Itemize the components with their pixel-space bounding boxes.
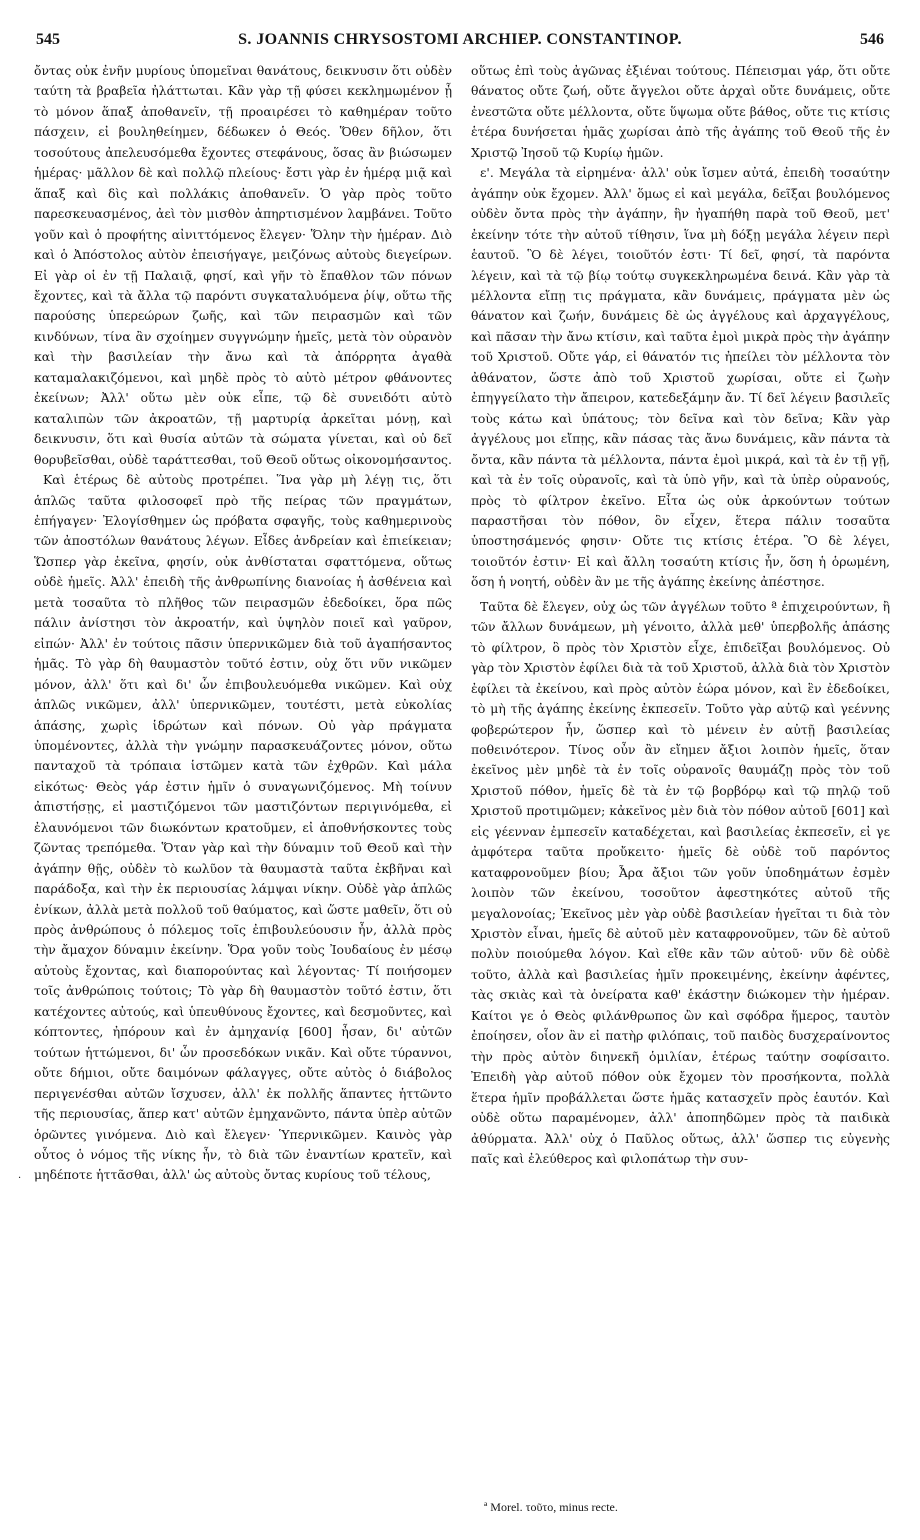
right-paragraph-1: οὕτως ἐπὶ τοὺς ἀγῶνας ἐξιέναι τούτους. Πέπεισμαι γάρ, ὅτι οὔτε θάνατος οὔτε ζωή, οὔτε ἄγγελοι οὔτε ἀρχαὶ οὔτε δυνάμεις, οὔτε ἐνεστῶτα οὔτε μέλλοντα, οὔτε ὕψωμα οὔτε βάθος, οὔτε τις κτίσις ἑτέρα δυνήσεται ἡμᾶς χωρίσαι ἀπὸ τῆς ἀγάπης τοῦ Θεοῦ τῆς ἐν Χριστῷ Ἰησοῦ τῷ Κυρίῳ ἡμῶν. (471, 63, 890, 160)
right-paragraph-3: Ταῦτα δὲ ἔλεγεν, οὐχ ὡς τῶν ἀγγέλων τοῦτο ª ἐπιχειρούντων, ἢ τῶν ἄλλων δυνάμεων, μὴ γένοιτο, ἀλλὰ μεθ' ὑπερβολῆς ἁπάσης τὸ φίλτρον, ὃ πρὸς τὸν Χριστὸν εἶχε, ἐπιδεῖξαι βουλόμενος. Οὐ γὰρ τὸν Χριστὸν ἐφίλει διὰ τὰ τοῦ Χριστοῦ, ἀλλὰ διὰ τὸν Χριστὸν ἐφίλει τὰ ἐκείνου, καὶ πρὸς αὐτὸν ἑώρα μόνον, καὶ ἓν ἐδεδοίκει, τὸ μὴ τῆς ἀγάπης ἐκείνης ἐκπεσεῖν. Τοῦτο γὰρ αὐτῷ καὶ γεέννης φοβερώτερον ἦν, ὥσπερ καὶ τὸ μένειν ἐν αὐτῇ βασιλείας ποθεινότερον. Τίνος οὖν ἂν εἴημεν ἄξιοι λοιπὸν ἡμεῖς, ὅταν ἐκεῖνος μὲν μηδὲ τὰ ἐν τοῖς οὐρανοῖς θαυμάζῃ πρὸς τὸν τοῦ Χριστοῦ πόθον, ἡμεῖς δὲ τὰ ἐν τῷ βορβόρῳ καὶ τῷ πηλῷ τοῦ Χριστοῦ προτιμῶμεν; κἀκεῖνος μὲν διὰ τὸν πόθον αὐτοῦ [601] καὶ εἰς γέενναν ἐμπεσεῖν καταδέχεται, καὶ βασιλείας ἐκπεσεῖν, εἰ γε ἀμφότερα ταῦτα προὔκειτο· ἡμεῖς δὲ οὐδὲ τοῦ παρόντος καταφρονοῦμεν βίου; Ἆρα ἄξιοι τῶν γοῦν ὑποδημάτων ἐσμὲν λοιπὸν τῶν ἐκείνου, τοσοῦτον ἀφεστηκότες αὐτοῦ τῆς μεγαλονοίας; Ἐκεῖνος μὲν γὰρ οὐδὲ βασιλείαν ἡγεῖται τι διὰ τὸν Χριστὸν εἶναι, ἡμεῖς δὲ αὐτοῦ μὲν καταφρονοῦμεν, τῶν δὲ αὐτοῦ πολὺν ποιούμεθα λόγον. Καὶ εἴθε κἂν τῶν αὐτοῦ· νῦν δὲ οὐδὲ τοῦτο, ἀλλὰ καὶ βασιλείας ἡμῖν προκειμένης, ἐκείνην ἀφέντες, τὰς σκιὰς καὶ τὰ ὀνείρατα καθ' ἑκάστην διώκομεν τὴν ἡμέραν. Καίτοι γε ὁ Θεὸς φιλάνθρωπος ὢν καὶ σφόδρα ἥμερος, ταυτὸν ἐποίησεν, οἷον ἂν εἰ πατὴρ φιλόπαις, τοῦ παιδὸς δυσχεραίνοντος τὴν πρὸς αὐτὸν διηνεκῆ ὁμιλίαν, ἑτέρως ταύτην σοφίσαιτο. Ἐπειδὴ γὰρ αὐτοῦ πόθον οὐκ ἔχομεν τὸν προσήκοντα, πολλὰ ἕτερα ἡμῖν προβάλλεται ὥστε ἡμᾶς κατασχεῖν πρὸς ἑαυτόν. Καὶ οὐδὲ οὕτω παραμένομεν, ἀλλ' ἀποπηδῶμεν πρὸς τὰ παιδικὰ ἀθύρματα. Ἀλλ' οὐχ ὁ Παῦλος οὕτως, ἀλλ' ὥσπερ τις εὐγενὴς παῖς καὶ ἐλεύθερος καὶ φιλοπάτωρ τὴν συν- (471, 598, 890, 1167)
page-number-right: 546 (860, 31, 884, 48)
right-paragraph-2: ε'. Μεγάλα τὰ εἰρημένα· ἀλλ' οὐκ ἴσμεν αὐτά, ἐπειδὴ τοσαύτην ἀγάπην οὐκ ἔχομεν. Ἀλλ' ὅμως εἰ καὶ μεγάλα, δεῖξαι βουλόμενος οὐδὲν ὄντα πρὸς τὴν ἀγάπην, ἣν ἠγαπήθη παρὰ τοῦ Θεοῦ, μετ' ἐκείνην τότε τὴν αὐτοῦ τίθησιν, ἵνα μὴ δόξῃ μεγάλα λέγειν περὶ ἑαυτοῦ. Ὃ δὲ λέγει, τοιοῦτόν ἐστι· Τί δεῖ, φησί, τὰ παρόντα λέγειν, καὶ τὰ τῷ βίῳ τούτῳ συγκεκληρωμένα δεινά. Κἂν γὰρ τὰ μέλλοντα εἴπῃ τις πράγματα, κἂν δυνάμεις, πράγματα μὲν ὡς θάνατον καὶ ζωήν, δυνάμεις δὲ ὡς ἀγγέλους καὶ ἀρχαγγέλους, καὶ πᾶσαν τὴν ἄνω κτίσιν, καὶ ταῦτα ἐμοὶ μικρὰ πρὸς τὴν ἀγάπην τοῦ Χριστοῦ. Οὔτε γάρ, εἰ θάνατόν τις ἠπείλει τὸν μέλλοντα τὸν ἀθάνατον, ὥστε ἀπὸ τοῦ Χριστοῦ χωρίσαι, οὔτε εἰ ζωὴν ἐπηγγείλατο τὴν ἄπειρον, κατεδεξάμην ἄν. Τί δεῖ λέγειν βασιλεῖς τοὺς κάτω καὶ ὑπάτους; τὸν δεῖνα καὶ τὸν δεῖνα; Κἂν γὰρ ἀγγέλους μοι εἴπῃς, κἂν πάσας τὰς ἄνω δυνάμεις, κἂν πάντα τὰ ὄντα, κἂν πάντα τὰ μέλλοντα, πάντα ἐμοὶ μικρά, καὶ τὰ ἐν τῇ γῇ, καὶ τὰ ἐν τοῖς οὐρανοῖς, καὶ τὰ ὑπὸ γῆν, καὶ τὰ ὑπὲρ οὐρανούς, πρὸς τὸ φίλτρον ἐκεῖνο. Εἶτα ὡς οὐκ ἀρκούντων τούτων παραστῆσαι τὸν πόθον, ὃν εἶχεν, ἕτερα πάλιν τοσαῦτα ὑποστησάμενός φησιν· Οὔτε τις κτίσις ἑτέρα. Ὃ δὲ λέγει, τοιοῦτόν ἐστιν· Εἰ καὶ ἄλλη τοσαύτη κτίσις ἦν, ὅση ἡ ὁρωμένη, ὅση ἡ νοητή, οὐδὲν ἂν με τῆς ἀγάπης ἐκείνης ἀπέστησε. (471, 165, 890, 590)
left-column (34, 61, 452, 1186)
running-header (30, 31, 890, 55)
left-paragraph-2: Καὶ ἑτέρως δὲ αὐτοὺς προτρέπει. Ἵνα γὰρ μὴ λέγῃ τις, ὅτι ἁπλῶς ταῦτα φιλοσοφεῖ πρὸ τῆς πείρας τῶν πραγμάτων, ἐπήγαγεν· Ἐλογίσθημεν ὡς πρόβατα σφαγῆς, τοὺς καθημερινοὺς τῶν ἀποστόλων θανάτους λέγων. Εἶδες ἀνδρείαν καὶ ἐπιείκειαν; Ὥσπερ γὰρ ἐκεῖνα, φησίν, οὐκ ἀνθίσταται σφαττόμενα, οὕτως οὐδὲ ἡμεῖς. Ἀλλ' ἐπειδὴ τῆς ἀνθρωπίνης διανοίας ἡ ἀσθένεια καὶ μετὰ τοσαῦτα τὸ πλῆθος τῶν πειρασμῶν ἐδεδοίκει, ὅρα πῶς πάλιν ἀνίστησι τὸν ἀκροατήν, καὶ ὑψηλὸν ποιεῖ καὶ γαῦρον, εἰπών· Ἀλλ' ἐν τούτοις πᾶσιν ὑπερνικῶμεν διὰ τοῦ ἀγαπήσαντος ἡμᾶς. Τὸ γὰρ δὴ θαυμαστὸν τοῦτό ἐστιν, οὐχ ὅτι νῦν νικῶμεν μόνον, ἀλλ' ὅτι καὶ δι' ὧν ἐπιβουλευόμεθα νικῶμεν. Καὶ οὐχ ἁπλῶς νικῶμεν, ἀλλ' ὑπερνικῶμεν, τουτέστι, μετὰ εὐκολίας ἁπάσης, χωρὶς ἱδρώτων καὶ πόνων. Οὐ γὰρ πράγματα ὑπομένοντες, ἀλλὰ τὴν γνώμην παρασκευάζοντες μόνον, οὕτω πανταχοῦ τὰ τρόπαια ἱστῶμεν κατὰ τῶν ἐχθρῶν. Καὶ μάλα εἰκότως· Θεὸς γάρ ἐστιν ἡμῖν ὁ συναγωνιζόμενος. Μὴ τοίνυν ἀπιστήσῃς, εἰ μαστιζόμενοι τῶν μαστιζόντων περιγινόμεθα, εἰ ἐλαυνόμενοι τῶν διωκόντων κρατοῦμεν, εἰ ἀποθνήσκοντες τοὺς ζῶντας τρεπόμεθα. Ὅταν γὰρ καὶ τὴν δύναμιν τοῦ Θεοῦ καὶ τὴν ἀγάπην θῇς, οὐδὲν τὸ κωλῦον τὰ θαυμαστὰ ταῦτα ἐκβῆναι καὶ παράδοξα, καὶ τὴν ἐκ περιουσίας λάμψαι νίκην. Οὐδὲ γὰρ ἁπλῶς ἐνίκων, ἀλλὰ μετὰ πολλοῦ τοῦ θαύματος, καὶ ὥστε μαθεῖν, ὅτι οὐ πρὸς ἀνθρώπους ὁ πόλεμος τοῖς ἐπιβουλεύουσιν ἦν, ἀλλὰ πρὸς τὴν ἄμαχον δύναμιν ἐκείνην. Ὅρα γοῦν τοὺς Ἰουδαίους ἐν μέσῳ αὐτοὺς ἔχοντας, καὶ διαπορούντας καὶ λέγοντας· Τί ποιήσομεν τοῖς ἀνθρώποις τούτοις; Τὸ γὰρ δὴ θαυμαστὸν τοῦτό ἐστιν, ὅτι κατέχοντες αὐτούς, καὶ ὑπευθύνους ἔχοντες, καὶ δεσμοῦντες, καὶ κόπτοντες, ἠπόρουν καὶ ἐν ἀμηχανίᾳ [600] ἦσαν, δι' αὐτῶν τούτων ἡττώμενοι, δι' ὧν προσεδόκων νικᾶν. Καὶ οὔτε τύραννοι, οὔτε δήμιοι, οὔτε δαιμόνων φάλαγγες, οὔτε αὐτὸς ὁ διάβολος περιγενέσθαι αὐτῶν ἴσχυσεν, ἀλλ' ἐκ πολλῆς ἅπαντες ἡττῶντο τῆς περιουσίας, ἅπερ κατ' αὐτῶν ἐμηχανῶντο, πάντα ὑπὲρ αὐτῶν ὁρῶντες γινόμενα. Διὸ καὶ ἔλεγεν· Ὑπερνικῶμεν. Καινὸς γὰρ οὗτος ὁ νόμος τῆς νίκης ἦν, τὸ διὰ τῶν ἐναντίων κρατεῖν, καὶ μηδέποτε ἡττᾶσθαι, ἀλλ' ὡς αὐτοὺς ὄντας κυρίους τοῦ τέλους, (34, 472, 452, 1183)
page-number-left: 545 (36, 31, 60, 48)
footnote: ª Morel. τοῦτο, minus recte. (484, 1500, 618, 1514)
left-paragraph-1: ὄντας οὐκ ἐνῆν μυρίους ὑπομεῖναι θανάτους, δεικνυσιν ὅτι οὐδὲν ταύτη τὰ βραβεῖα ἠλάττωται. Κἂν γὰρ τῇ φύσει κεκλημωμένον ᾖ τὸ μόνον ἅπαξ ἀποθανεῖν, τῇ προαιρέσει τὸ καθημέραν τοῦτο πάσχειν, εἰ βουληθείημεν, δέδωκεν ὁ Θεός. Ὅθεν δῆλον, ὅτι τοσούτους ἀπελευσόμεθα ἔχοντες στεφάνους, ὅσας ἂν βιώσωμεν ἡμέρας· μᾶλλον δὲ καὶ πολλῷ πλείους· ἔστι γὰρ ἐν ἡμέρᾳ μιᾷ καὶ ἅπαξ καὶ δὶς καὶ πολλάκις ἀποθανεῖν. Ὁ γὰρ πρὸς τοῦτο παρεσκευασμένος, ἀεὶ τὸν μισθὸν ἀπηρτισμένον λαμβάνει. Τοῦτο γοῦν καὶ ὁ προφήτης αἰνιττόμενος ἔλεγεν· Ὅλην τὴν ἡμέραν. Διὸ καὶ ὁ Ἀπόστολος αὐτὸν ἐπεισήγαγε, μειζόνως αὐτοὺς διεγείρων. Εἰ γὰρ οἱ ἐν τῇ Παλαιᾷ, φησί, καὶ γῆν τὸ ἔπαθλον τῶν πόνων ἔχοντες, καὶ τὰ ἄλλα τῷ παρόντι συγκαταλυόμενα ῥίψ, οὕτω τῆς παρούσης ὑπερεώρων ζωῆς, καὶ τῶν πειρασμῶν καὶ τῶν κινδύνων, τίνα ἂν σχοίημεν συγγνώμην ἡμεῖς, μετὰ τὸν οὐρανὸν καὶ τὴν βασιλείαν τὴν ἄνω καὶ τὰ ἀπόρρητα ἀγαθὰ καταμαλακιζόμενοι, καὶ μηδὲ πρὸς τὸ αὐτὸ μέτρον φθάνοντες ἐκείνων; Ἀλλ' οὕτω μὲν οὐκ εἶπε, τῷ δὲ συνειδότι αὐτὸ καταλιπὼν τῶν ἀκροατῶν, τῇ μαρτυρίᾳ ἀρκεῖται μόνῃ, καὶ δεικνυσιν, ὅτι καὶ θυσία αὐτῶν τὰ σώματα γίνεται, καὶ οὐ δεῖ θορυβεῖσθαι, οὐδὲ ταράττεσθαι, τοῦ Θεοῦ οὕτως οἰκονομήσαντος. (34, 63, 452, 467)
right-column (471, 61, 890, 1169)
running-title: S. JOANNIS CHRYSOSTOMI ARCHIEP. CONSTANTINOP. (238, 31, 682, 48)
margin-tick: · (18, 1173, 22, 1184)
